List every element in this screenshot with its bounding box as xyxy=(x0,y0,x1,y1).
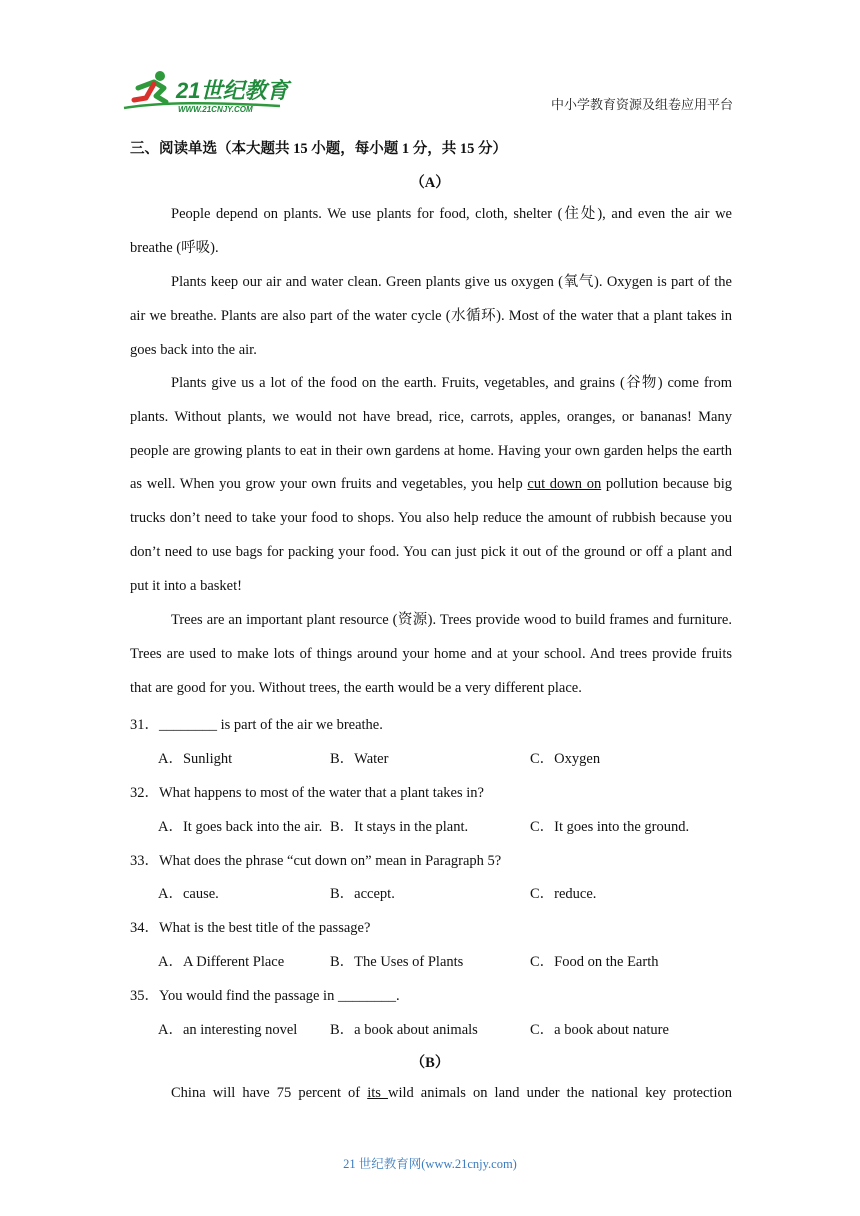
passage-a-paragraph-3: Plants give us a lot of the food on the earth. Fruits, vegetables, and grains (谷物) come from plants. Without plants, we would not have bread, rice, carrots, apples, oranges, or bananas! Many people are growing plants to eat in their own gardens at home. Having your own garden helps the earth as well. When you grow your own fruits and vegetables, you help cut down on pollution because big trucks don’t need to take your food to shops. You also help reduce the amount of rubbish because you don’t need to use bags for packing your food. You can just pick it out of the ground or off a plant and put it into a basket! xyxy=(130,375,733,594)
question-33-stem: 33．What does the phrase “cut down on” mean in Paragraph 5? xyxy=(130,853,502,869)
question-35-stem: 35．You would find the passage in ________. xyxy=(130,988,400,1004)
passage-b-paragraph-1: China will have 75 percent of its wild animals on land under the national key protection xyxy=(171,1085,732,1101)
underlined-phrase: cut down on xyxy=(527,476,602,493)
underlined-word: its xyxy=(367,1085,388,1101)
question-35-option-c[interactable]: C．a book about nature xyxy=(530,1022,669,1038)
passage-b-label: （B） xyxy=(410,1055,450,1071)
question-31-option-a[interactable]: A．Sunlight xyxy=(158,751,233,767)
logo-21cnjy xyxy=(120,68,295,114)
question-35-option-b[interactable]: B．a book about animals xyxy=(330,1022,478,1038)
question-34-option-a[interactable]: A．A Different Place xyxy=(158,954,285,970)
passage-a-label: （A） xyxy=(410,175,450,191)
question-34-option-c[interactable]: C．Food on the Earth xyxy=(530,954,659,970)
question-35-option-a[interactable]: A．an interesting novel xyxy=(158,1022,298,1038)
header-platform-text: 中小学教育资源及组卷应用平台 xyxy=(550,97,733,112)
question-34-option-b[interactable]: B．The Uses of Plants xyxy=(330,954,464,970)
section-title: 三、阅读单选（本大题共 15 小题，每小题 1 分，共 15 分） xyxy=(130,141,507,157)
page-header xyxy=(120,64,735,116)
question-31-option-b[interactable]: B．Water xyxy=(330,751,389,767)
question-31-stem: 31．________ is part of the air we breathe. xyxy=(130,717,383,733)
passage-a-paragraph-1: People depend on plants. We use plants for food, cloth, shelter (住处), and even the air we breathe (呼吸). xyxy=(130,206,732,256)
svg-text:21世纪教育: 21世纪教育 xyxy=(176,78,289,103)
passage-a-paragraph-4: Trees are an important plant resource (资源). Trees provide wood to build frames and furniture. Trees are used to make lots of things around your home and at your school. And trees provide fruits that are good for you. Without trees, the earth would be a very different place. xyxy=(130,612,732,696)
question-33-option-b[interactable]: B．accept. xyxy=(330,886,395,902)
passage-a-paragraph-2: Plants keep our air and water clean. Green plants give us oxygen (氧气). Oxygen is part of the air we breathe. Plants are also part of the water cycle (水循环). Most of the water that a plant takes in goes back into the air. xyxy=(130,274,732,358)
question-31-option-c[interactable]: C．Oxygen xyxy=(530,751,601,767)
question-34-stem: 34．What is the best title of the passage? xyxy=(130,920,371,936)
svg-text:WWW.21CNJY.COM: WWW.21CNJY.COM xyxy=(178,105,253,114)
question-32-option-b[interactable]: B．It stays in the plant. xyxy=(330,819,469,835)
question-32-stem: 32．What happens to most of the water that a plant takes in? xyxy=(130,785,484,801)
question-32-option-a[interactable]: A．It goes back into the air. xyxy=(158,819,323,835)
question-33-option-c[interactable]: C．reduce. xyxy=(530,886,597,902)
page-footer[interactable]: 21 世纪教育网(www.21cnjy.com) xyxy=(343,1157,517,1171)
question-32-option-c[interactable]: C．It goes into the ground. xyxy=(530,819,690,835)
question-33-option-a[interactable]: A．cause. xyxy=(158,886,219,902)
